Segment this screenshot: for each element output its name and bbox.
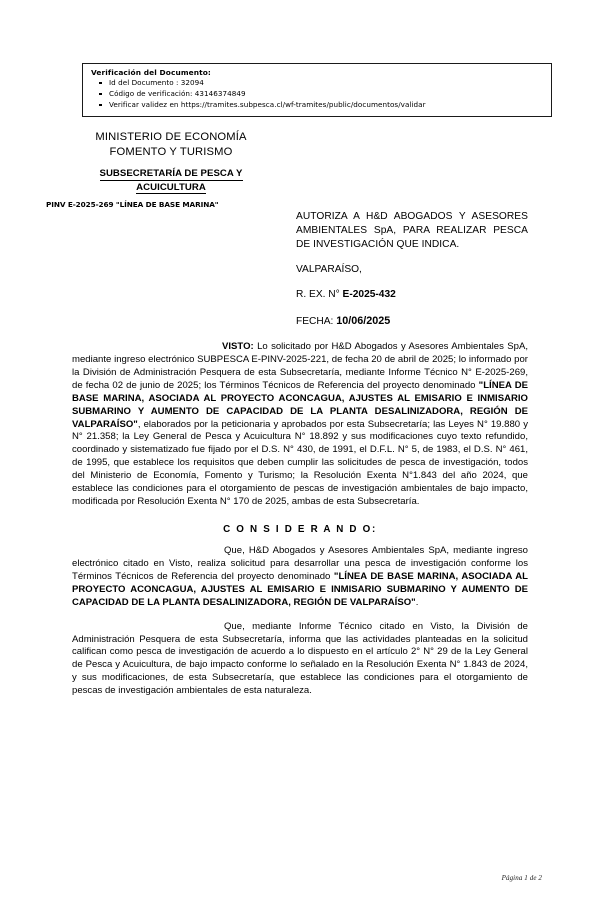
ministry-name-line1: MINISTERIO DE ECONOMÍA	[95, 131, 247, 143]
project-reference-code: PINV E-2025-269 "LÍNEA DE BASE MARINA"	[46, 199, 219, 209]
visto-text-part2: , elaborados por la peticionaria y aprobados por esta Subsecretaría; las Leyes N° 19.880 y N° 21.358; la Ley General de Pesca y Acuicultura N° 18.892 y sus modificaciones cuyo texto refundido, coordinado y sistematizado fue fijado por el D.S. N° 430, de 1991, el D.F.L. N° 5, de 1983, el D.S. N° 461, de 1995, que establece los requisitos que deben cumplir las solicitudes de pesca de investigación, todos del Ministerio de Economía, Fomento y Turismo; la Resolución Exenta N°1.843 del año 2024, que establece las condiciones para el otorgamiento de pescas de investigación ambientales de bajo impacto, modificada por Resolución Exenta N° 170 de 2025, ambas de esta Subsecretaría.	[72, 418, 528, 508]
verification-document-id: Id del Documento : 32094	[109, 78, 204, 88]
project-name-considerando: "LÍNEA DE BASE MARINA, ASOCIADA AL PROYECTO ACONCAGUA, AJUSTES AL EMISARIO E INMISARIO SUBMARINO Y AUMENTO DE CAPACIDAD DE LA PLANTA DESALINIZADORA, REGIÓN DE VALPARAÍSO"	[72, 570, 528, 608]
considerando-heading: C O N S I D E R A N D O:	[223, 523, 377, 535]
resolution-date-label: FECHA:	[296, 316, 334, 328]
considerando-1-part1: Que, H&D Abogados y Asesores Ambientales SpA, mediante ingreso electrónico citado en Visto, realiza solicitud para desarrollar una pesca de investigación conforme los Términos Técnicos de Referencia del proyecto denominado	[72, 544, 528, 582]
resolution-number-value: E-2025-432	[342, 289, 396, 301]
document-verification-box	[82, 63, 552, 117]
bullet-icon	[99, 82, 102, 85]
subsecretaria-name	[46, 167, 296, 193]
bullet-icon	[99, 104, 102, 107]
resolution-city: VALPARAÍSO,	[296, 264, 362, 276]
visto-text-part1: Lo solicitado por H&D Abogados y Asesores Ambientales SpA, mediante ingreso electrónico SUBPESCA E-PINV-2025-221, de fecha 20 de abril de 2025; lo informado por la División de Administración Pesquera de esta Subsecretaría, mediante Informe Técnico N° E-2025-269, de fecha 02 de junio de 2025; los Términos Técnicos de Referencia del proyecto denominado	[72, 341, 528, 391]
resolution-number-line	[296, 288, 528, 302]
verification-url: Verificar validez en https://tramites.subpesca.cl/wf-tramites/public/documentos/validar	[109, 100, 426, 110]
resolution-number-label: R. EX. N°	[296, 289, 340, 301]
paragraph-considerando-1	[72, 545, 528, 610]
ministry-name-line2: FOMENTO Y TURISMO	[109, 146, 233, 159]
resolution-date-value: 10/06/2025	[336, 315, 391, 328]
list-item	[109, 78, 545, 89]
resolution-subject: AUTORIZA A H&D ABOGADOS Y ASESORES AMBIENTALES SpA, PARA REALIZAR PESCA DE INVESTIGACIÓN QUE INDICA.	[296, 211, 528, 251]
project-name-visto: "LÍNEA DE BASE MARINA, ASOCIADA AL PROYECTO ACONCAGUA, AJUSTES AL EMISARIO E INMISARIO SUBMARINO Y AUMENTO DE CAPACIDAD DE LA PLANTA DESALINIZADORA, REGIÓN DE VALPARAÍSO"	[72, 379, 528, 430]
subsecretaria-line1-text: SUBSECRETARÍA DE PESCA Y	[99, 168, 243, 180]
verification-list	[91, 78, 545, 111]
letterhead	[46, 130, 296, 209]
verification-code: Código de verificación: 43146374849	[109, 89, 246, 99]
paragraph-visto	[72, 341, 528, 509]
document-body	[72, 341, 528, 698]
list-item	[109, 89, 545, 100]
verification-title: Verificación del Documento:	[91, 68, 211, 77]
resolution-date-line	[296, 314, 528, 329]
resolution-title-block	[296, 210, 528, 329]
list-item	[109, 100, 545, 111]
bullet-icon	[99, 93, 102, 96]
paragraph-considerando-2: Que, mediante Informe Técnico citado en Visto, la División de Administración Pesquera de esta Subsecretaría, informa que las actividades planteadas en la solicitud califican como pesca de investigación de acuerdo a lo dispuesto en el artículo 2° N° 29 de la Ley General de Pesca y Acuicultura, de bajo impacto conforme lo señalado en la Resolución Exenta N° 1.843 de 2024, y sus modificaciones, de esta Subsecretaría, que establece las condiciones para el otorgamiento de pescas de investigación ambientales de esta naturaleza.	[72, 620, 528, 697]
considerando-1-part2: .	[415, 596, 419, 608]
page-number-footer: Página 1 de 2	[501, 874, 542, 882]
subsecretaria-line2	[46, 181, 296, 194]
visto-label: VISTO:	[222, 341, 254, 352]
subsecretaria-line2-text: ACUICULTURA	[136, 181, 206, 193]
subsecretaria-line1	[46, 167, 296, 180]
